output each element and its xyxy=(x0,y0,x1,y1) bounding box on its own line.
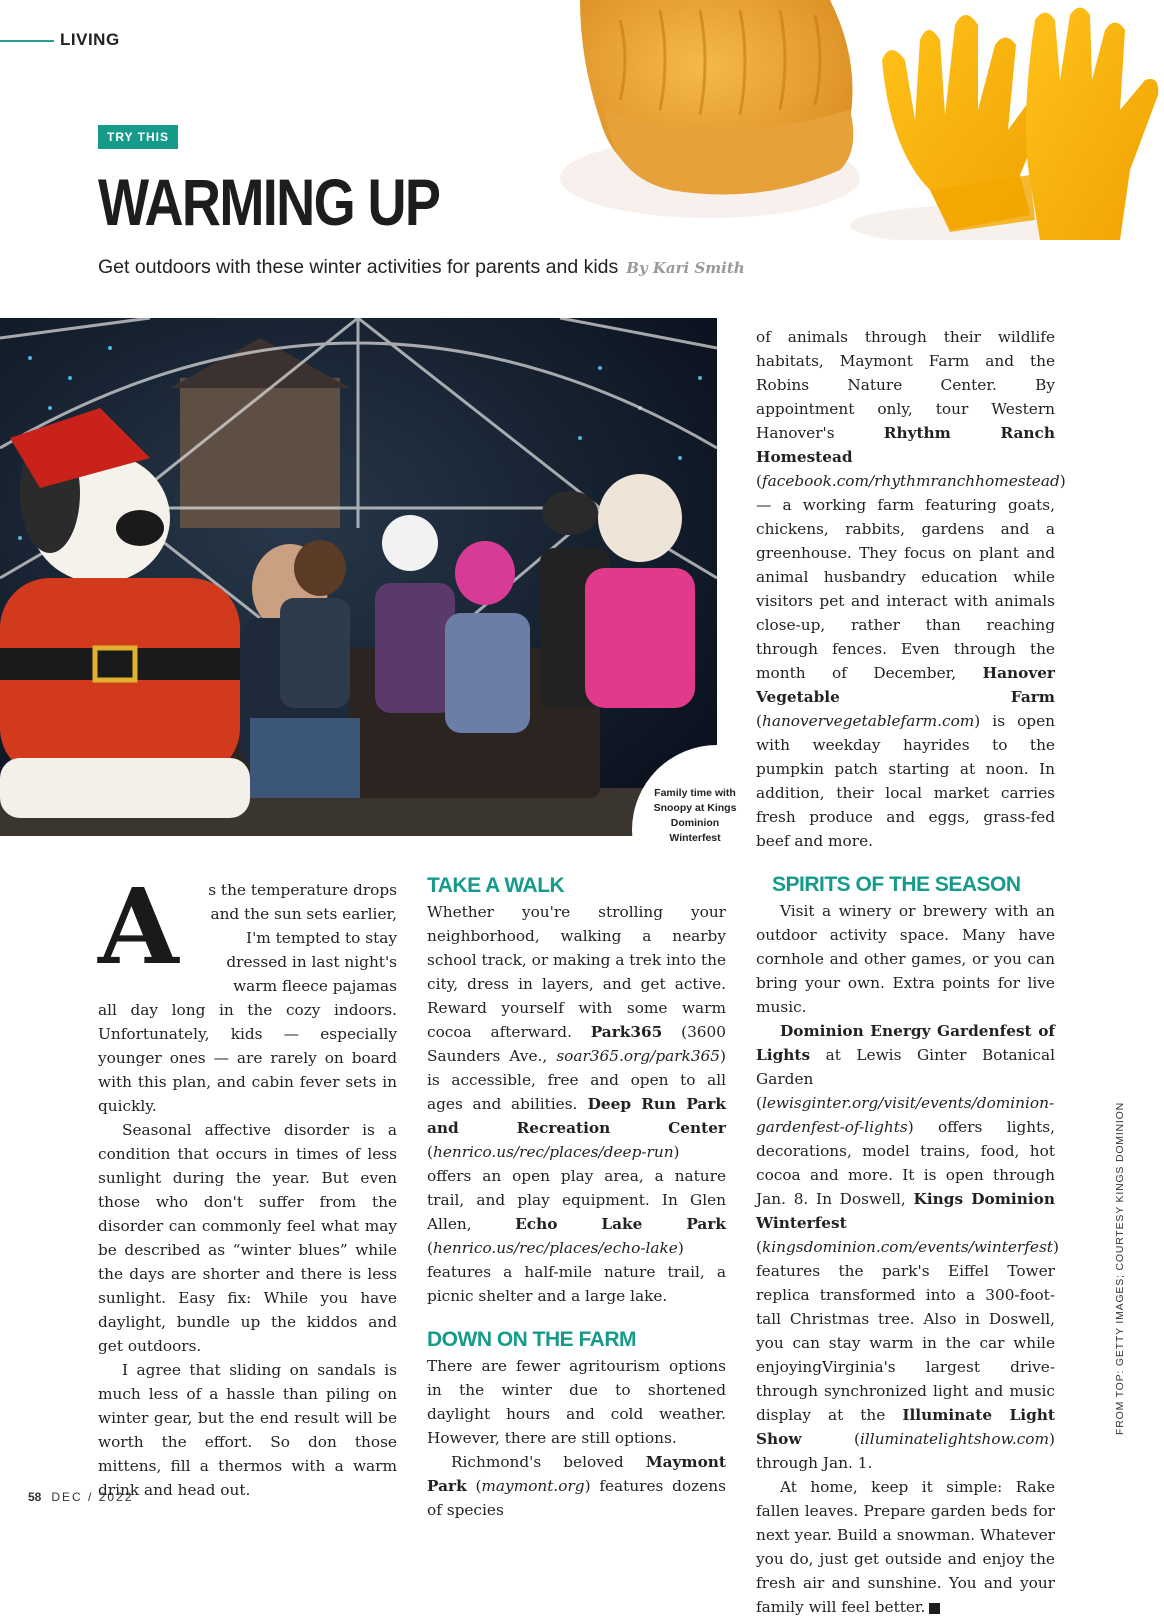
text: ( xyxy=(427,1239,433,1257)
byline: By Kari Smith xyxy=(626,259,745,277)
text: ) is open with weekday hayrides to the pumpkin patch starting at noon. In addition, their local market carries fresh produce and eggs, grass-fed beef and more. xyxy=(756,712,1055,850)
venue-url: kingsdominion.com/events/winterfest xyxy=(761,1238,1053,1256)
heading-down-on-the-farm: DOWN ON THE FARM xyxy=(427,1328,636,1351)
text: At home, keep it simple: Rake fallen leaves. Prepare garden beds for next year. Build a snowman. Whatever you do, just get outside and enjoy the fresh air and sunshine. You and your family will feel better. xyxy=(756,1478,1055,1616)
text: ( xyxy=(801,1430,861,1448)
venue-url: henrico.us/rec/places/echo-lake xyxy=(432,1239,678,1257)
farm-paragraph-continued xyxy=(756,325,1066,853)
text: Richmond's beloved xyxy=(451,1453,646,1471)
spirits-paragraph xyxy=(756,1019,1059,1475)
page-title: WARMING UP xyxy=(98,165,440,239)
end-mark-icon: R xyxy=(929,1603,940,1614)
venue-name: Kings Dominion Winterfest xyxy=(756,1190,1055,1232)
heading-take-a-walk: TAKE A WALK xyxy=(427,874,565,897)
intro-line: warm fleece pajamas xyxy=(233,977,397,995)
photo-caption: Family time with Snoopy at Kings Dominion Winterfest xyxy=(653,787,737,844)
photo-credit: FROM TOP: GETTY IMAGES; COURTESY KINGS DOMINION xyxy=(1114,1101,1126,1435)
lead-paragraph xyxy=(98,865,397,998)
text: ) — a working farm featuring goats, chickens, rabbits, gardens and a greenhouse. They focus on plant and animal husbandry education while visitors pet and interact with animals close-up, rather than reaching through fences. Even through the month of December, xyxy=(756,472,1066,682)
venue-url: illuminatelightshow.com xyxy=(860,1430,1050,1448)
text: ( xyxy=(756,1238,762,1256)
text: ( xyxy=(756,712,762,730)
column-2 xyxy=(427,872,726,1522)
text: ( xyxy=(466,1477,482,1495)
text: ) offers lights, decorations, model trains, food, hot cocoa and more. It is open through Jan. 8. In Doswell, xyxy=(756,1118,1055,1208)
venue-name: Hanover Vegetable Farm xyxy=(756,664,1055,706)
venue-name: Maymont Park xyxy=(427,1453,726,1495)
venue-url: hanovervegetablefarm.com xyxy=(761,712,975,730)
folio xyxy=(28,1490,133,1504)
drop-cap: A xyxy=(98,865,179,988)
venue-name: Park365 xyxy=(590,1023,663,1041)
subtitle-text: Get outdoors with these winter activities for parents and kids xyxy=(98,256,619,278)
venue-name: Rhythm Ranch Homestead xyxy=(756,424,1055,466)
page-number: 58 xyxy=(28,1490,42,1504)
spirits-intro: Visit a winery or brewery with an outdoor activity space. Many have cornhole and other games, or you can bring your own. Extra points for live music. xyxy=(756,902,1055,1016)
text: ( xyxy=(756,472,762,490)
intro-rest: all day long in the cozy indoors. Unfortunately, kids — especially younger ones — are rarely on board with this plan, and cabin fever sets in quickly. xyxy=(98,1001,397,1115)
text: of animals through their wildlife habitats, Maymont Farm and the Robins Nature Center. By appointment only, tour Western Hanover's xyxy=(756,328,1055,442)
venue-url: maymont.org xyxy=(481,1477,585,1495)
hat-and-gloves-photo xyxy=(560,0,1164,240)
section-rule xyxy=(0,40,54,42)
text: ) is accessible, free and open to all ages and abilities. xyxy=(427,1047,726,1113)
venue-url: henrico.us/rec/places/deep-run xyxy=(432,1143,674,1161)
text: (3600 Saunders Ave., xyxy=(427,1023,726,1065)
issue-date: DEC / 2022 xyxy=(51,1490,134,1504)
section-label: LIVING xyxy=(60,30,120,49)
body-paragraph: I agree that sliding on sandals is much less of a hassle than piling on winter gear, but the end result will be worth the effort. So don those mittens, fill a thermos with a warm drink and head out. xyxy=(98,1361,397,1499)
intro-line: I'm tempted to stay xyxy=(246,929,397,947)
farm-paragraph-start xyxy=(427,1450,726,1522)
text: ) features the park's Eiffel Tower replica transformed into a 300-foot-tall Christmas tree. Also in Doswell, you can stay warm in the car while enjoyingVirginia's largest drive-through synchronized light and music display at the xyxy=(756,1238,1059,1424)
heading-spirits-of-the-season: SPIRITS OF THE SEASON xyxy=(772,873,1021,896)
closing-paragraph xyxy=(756,1475,1055,1619)
category-tag: TRY THIS xyxy=(98,125,178,149)
intro-line: and the sun sets earlier, xyxy=(210,905,397,923)
venue-url: soar365.org/park365 xyxy=(556,1047,721,1065)
subtitle xyxy=(98,256,745,279)
venue-url: facebook.com/rhythmranchhomestead xyxy=(761,472,1060,490)
text: ) offers an open play area, a nature trail, and play equipment. In Glen Allen, xyxy=(427,1143,726,1233)
text: ) features dozens of species xyxy=(427,1477,726,1519)
venue-name: Deep Run Park and Recreation Center xyxy=(427,1095,726,1137)
text: ( xyxy=(427,1143,433,1161)
body-paragraph: Seasonal affective disorder is a condition that occurs in times of less sunlight during the year. But even those who don't suffer from the disorder can commonly feel what may be described as “winter blues” while the days are shorter and there is less sunlight. Easy fix: While you have daylight, bundle up the kiddos and get outdoors. xyxy=(98,1121,397,1355)
venue-name: Illuminate Light Show xyxy=(756,1406,1055,1448)
farm-intro: There are fewer agritourism options in the winter due to shortened daylight hours and cold weather. However, there are still options. xyxy=(427,1357,726,1447)
intro-line: s the temperature drops xyxy=(208,881,397,899)
text: at Lewis Ginter Botanical Garden ( xyxy=(756,1046,1055,1112)
text: ) features a half-mile nature trail, a picnic shelter and a large lake. xyxy=(427,1239,726,1305)
walk-paragraph xyxy=(427,900,726,1308)
hero-photo xyxy=(0,318,717,836)
text: ) through Jan. 1. xyxy=(756,1430,1055,1472)
venue-name: Dominion Energy Gardenfest of Lights xyxy=(756,1022,1055,1064)
text: Whether you're strolling your neighborhood, walking a nearby school track, or making a trek into the city, dress in layers, and get active. Reward yourself with some warm cocoa afterward. xyxy=(427,903,726,1041)
column-3 xyxy=(756,325,1066,1619)
venue-name: Echo Lake Park xyxy=(515,1215,726,1233)
intro-line: dressed in last night's xyxy=(226,953,397,971)
column-1 xyxy=(98,865,397,1502)
venue-url: lewisginter.org/visit/events/dominion-gardenfest-of-lights xyxy=(756,1094,1055,1136)
